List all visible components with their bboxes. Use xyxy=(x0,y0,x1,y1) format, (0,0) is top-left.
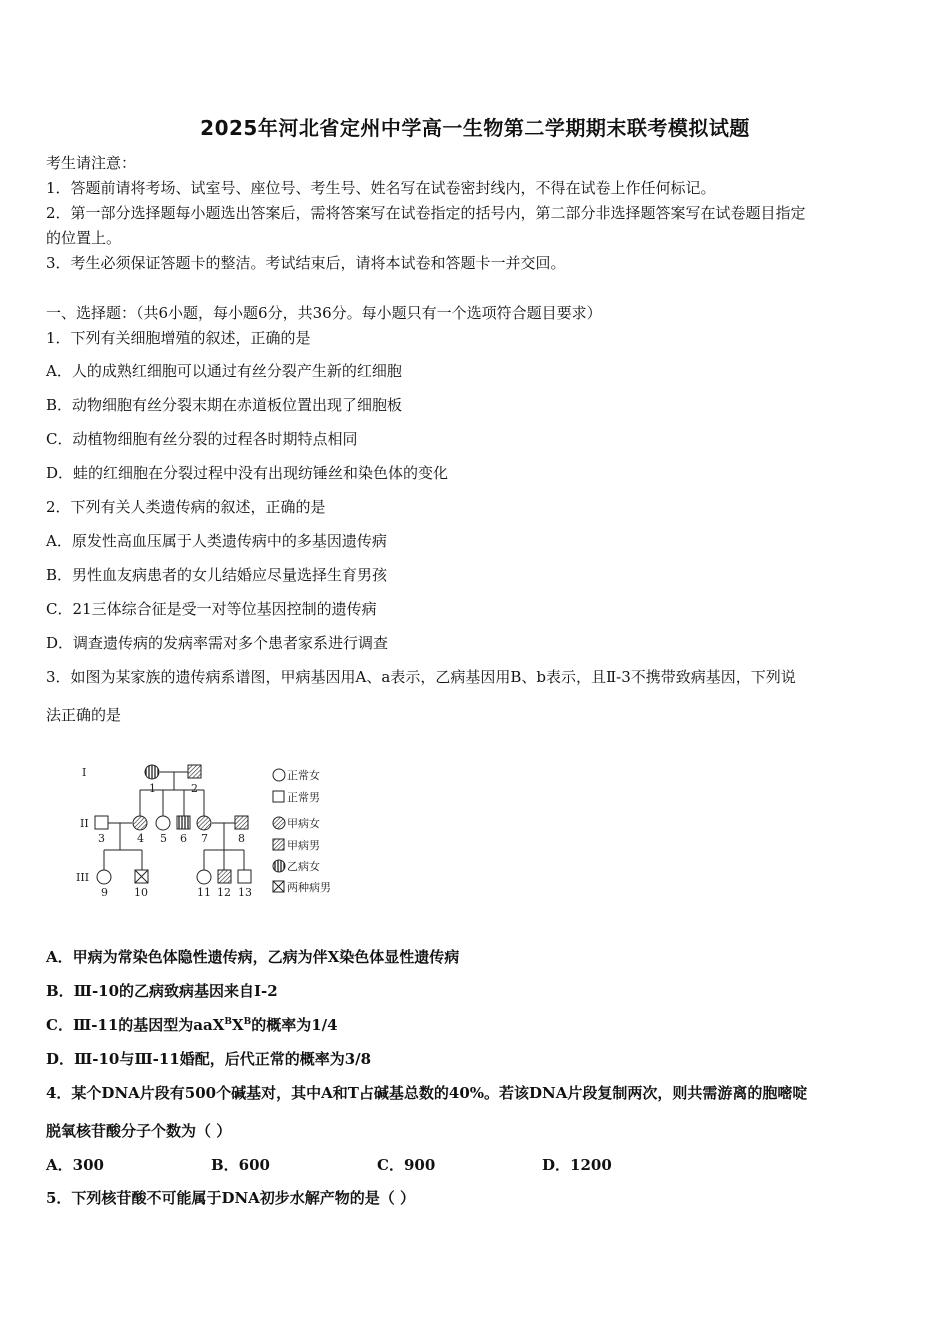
gen-label-2: II xyxy=(80,817,89,830)
ind-13 xyxy=(238,870,251,883)
legend-normal-female: 正常女 xyxy=(287,769,320,782)
ind-2 xyxy=(188,765,201,778)
q4-option-b: B．600 xyxy=(211,1156,270,1174)
notice-heading: 考生请注意： xyxy=(46,154,137,172)
ind-4 xyxy=(133,816,147,830)
pedigree-chart xyxy=(70,760,350,905)
section-heading: 一、选择题：（共6小题，每小题6分，共36分。每小题只有一个选项符合题目要求） xyxy=(46,304,602,322)
gen-label-3: III xyxy=(76,871,90,884)
legend-disease-a-male: 甲病男 xyxy=(287,839,320,852)
ind-1 xyxy=(145,765,159,779)
legend-normal-male: 正常男 xyxy=(287,791,320,804)
legend-disease-a-female: 甲病女 xyxy=(287,817,320,830)
q1-option-c: C．动植物细胞有丝分裂的过程各时期特点相同 xyxy=(46,430,358,448)
ind-8 xyxy=(235,816,248,829)
q3-stem: 3．如图为某家族的遗传病系谱图，甲病基因用A、a表示，乙病基因用B、b表示，且Ⅱ-3不携带致病基因，下列说 xyxy=(46,668,796,686)
q4-stem: 4．某个DNA片段有500个碱基对，其中A和T占碱基总数的40%。若该DNA片段复制两次，则共需游离的胞嘧啶 xyxy=(46,1084,808,1102)
q1-stem: 1．下列有关细胞增殖的叙述，正确的是 xyxy=(46,329,311,347)
q4-stem-cont: 脱氧核苷酸分子个数为（ ） xyxy=(46,1122,232,1140)
ind-label-9: 9 xyxy=(101,886,108,899)
ind-label-8: 8 xyxy=(238,832,245,845)
q3-option-d: D．Ⅲ-10与Ⅲ-11婚配，后代正常的概率为3/8 xyxy=(46,1050,372,1068)
q3-stem-cont: 法正确的是 xyxy=(46,706,122,724)
gen-label-1: I xyxy=(82,766,87,779)
ind-3 xyxy=(95,816,108,829)
ind-label-2: 2 xyxy=(191,782,198,795)
notice-item-2: 2．第一部分选择题每小题选出答案后，需将答案写在试卷指定的括号内，第二部分非选择题答案写在试卷题目指定 xyxy=(46,204,806,222)
ind-label-12: 12 xyxy=(217,886,231,899)
q2-stem: 2．下列有关人类遗传病的叙述，正确的是 xyxy=(46,498,326,516)
q5-stem: 5．下列核苷酸不可能属于DNA初步水解产物的是（ ） xyxy=(46,1189,416,1207)
notice-item-3: 3．考生必须保证答题卡的整洁。考试结束后，请将本试卷和答题卡一并交回。 xyxy=(46,254,566,272)
notice-item-2-cont: 的位置上。 xyxy=(46,229,122,247)
q2-option-d: D．调查遗传病的发病率需对多个患者家系进行调查 xyxy=(46,634,389,652)
q3-option-b: B．Ⅲ-10的乙病致病基因来自I-2 xyxy=(46,982,278,1000)
ind-9 xyxy=(97,870,111,884)
q2-option-c: C．21三体综合征是受一对等位基因控制的遗传病 xyxy=(46,600,377,618)
q4-option-c: C．900 xyxy=(377,1156,436,1174)
legend-both-diseases-male: 两种病男 xyxy=(287,881,331,894)
notice-item-1: 1．答题前请将考场、试室号、座位号、考生号、姓名写在试卷密封线内，不得在试卷上作任何标记。 xyxy=(46,179,716,197)
q3-c-text-3: 的概率为1/4 xyxy=(251,1016,338,1034)
ind-11 xyxy=(197,870,211,884)
ind-label-11: 11 xyxy=(197,886,211,899)
q3-option-c xyxy=(46,1014,338,1035)
q1-option-a: A．人的成熟红细胞可以通过有丝分裂产生新的红细胞 xyxy=(46,362,402,380)
ind-label-13: 13 xyxy=(238,886,252,899)
ind-label-1: 1 xyxy=(149,782,156,795)
ind-label-10: 10 xyxy=(134,886,148,899)
q1-option-b: B．动物细胞有丝分裂末期在赤道板位置出现了细胞板 xyxy=(46,396,403,414)
q2-option-a: A．原发性高血压属于人类遗传病中的多基因遗传病 xyxy=(46,532,387,550)
ind-label-5: 5 xyxy=(160,832,167,845)
q3-option-a: A．甲病为常染色体隐性遗传病，乙病为伴X染色体显性遗传病 xyxy=(46,948,460,966)
q3-c-sup-2: B xyxy=(243,1017,252,1027)
ind-label-3: 3 xyxy=(98,832,105,845)
q2-option-b: B．男性血友病患者的女儿结婚应尽量选择生育男孩 xyxy=(46,566,388,584)
ind-6 xyxy=(177,816,190,829)
q3-c-text-1: C．Ⅲ-11的基因型为aaX xyxy=(46,1016,225,1034)
q4-option-d: D．1200 xyxy=(542,1156,612,1174)
page-title: 2025年河北省定州中学高一生物第二学期期末联考模拟试题 xyxy=(200,116,750,140)
ind-5 xyxy=(156,816,170,830)
ind-label-4: 4 xyxy=(137,832,144,845)
q3-c-sup-1: B xyxy=(224,1017,232,1027)
q1-option-d: D．蛙的红细胞在分裂过程中没有出现纺锤丝和染色体的变化 xyxy=(46,464,449,482)
ind-7 xyxy=(197,816,211,830)
ind-label-6: 6 xyxy=(180,832,187,845)
ind-12 xyxy=(218,870,231,883)
q3-c-text-2: X xyxy=(232,1016,244,1034)
legend-disease-b-female: 乙病女 xyxy=(287,860,320,873)
ind-10 xyxy=(135,870,148,883)
q4-option-a: A．300 xyxy=(46,1156,104,1174)
ind-label-7: 7 xyxy=(201,832,208,845)
